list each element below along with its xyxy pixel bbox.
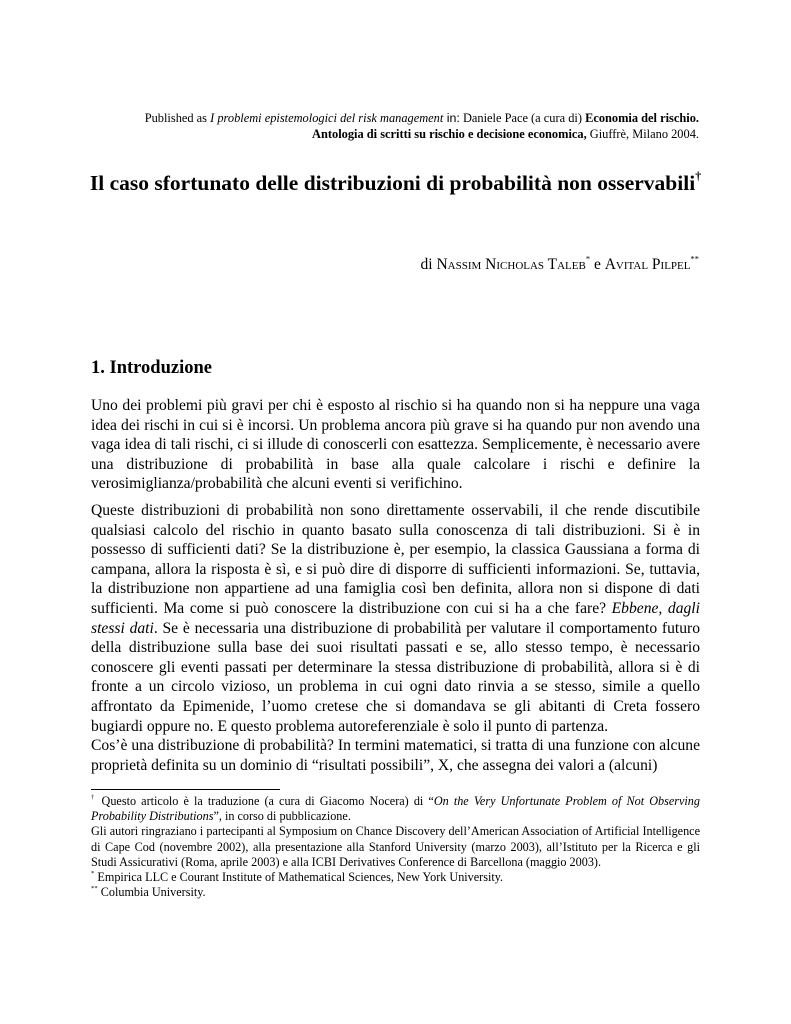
paragraph-3: Cos’è una distribuzione di probabilità? In termini matematici, si tratta di una funzione con alcune proprietà definita su un dominio di “risultati possibili”, X, che assegna dei valori a (alcuni) [91,737,700,774]
footnote-1-acknowledgements: Gli autori ringraziano i partecipanti al Symposium on Chance Discovery dell’American Association of Artificial Intelligence di Cape Cod (novembre 2002), alla presentazione alla Stanford University (marzo 2003), all’Istituto per la Ricerca e gli Studi Assicurativi (Roma, aprile 2003) e alla ICBI Derivatives Conference di Barcellona (maggio 2003). [91,824,700,869]
paper-title [60,170,731,196]
authors-di: di [420,256,437,273]
footnote-1-marker: † [91,793,97,801]
footnote-3 [91,885,700,900]
footnote-separator [91,789,280,790]
publisher: Giuffrè, Milano 2004. [586,127,699,141]
footnote-3-marker: ** [91,885,98,893]
author1-footnote-marker[interactable]: * [585,253,591,264]
paragraph-2-part-b: . Se è necessaria una distribuzione di probabilità per valutare il comportamento futuro della distribuzione sulla base dei suoi risultati passati e se, allo stesso tempo, è necessario conoscere gli eventi passati per determinare la stessa distribuzione di probabilità, allora si è di fronte a un circolo vizioso, un problema in cui ogni dato rinvia a se stesso, simile a quello affrontato da Epimenide, l’uomo cretese che si domandava se gli abitanti di Creta fossero bugiardi oppure no. E questo problema autoreferenziale è solo il punto di partenza. [91,619,700,735]
published-editor: Daniele Pace (a cura di) [459,111,586,125]
author-taleb: Nassim Nicholas Taleb [436,256,586,273]
paragraph-2-part-a: Queste distribuzioni di probabilità non sono direttamente osservabili, il che rende discutibile qualsiasi calcolo del rischio in quanto basato sulla conoscenza di tali distribuzioni. Si è in possesso di sufficienti dati? Se la distribuzione è, per esempio, la classica Gaussiana a forma di campana, allora la risposta è sì, e si può dire di disporre di sufficienti informazioni. Se, tuttavia, la distribuzione non appartiene ad una famiglia così ben definita, allora non si dispone di dati sufficienti. Ma come si può conoscere la distribuzione con cui si ha a che fare? [91,502,700,617]
paper-title-text: Il caso sfortunato delle distribuzioni di probabilità non osservabili [89,171,696,195]
published-title: I problemi epistemologici del risk management [210,111,444,125]
paragraph-2-italic: Ebbene, dagli stessi dati [91,599,700,637]
footnote-1-text-a: Questo articolo è la traduzione (a cura di Giacomo Nocera) di “ [96,794,434,808]
author2-footnote-marker[interactable]: ** [690,253,699,264]
footnote-2-text: Empirica LLC e Courant Institute of Mathematical Sciences, New York University. [94,870,504,885]
published-prefix: Published as [144,111,211,125]
footnotes [91,794,700,900]
footnote-1 [91,794,700,824]
paragraph-1: Uno dei problemi più gravi per chi è esposto al rischio si ha quando non si ha neppure una vaga idea dei rischi in cui si è incorsi. Un problema ancora più grave si ha quando pur non avendo una vaga idea di tali rischi, ci si illude di conoscerli con esattezza. Semplicemente, è necessario avere una distribuzione di probabilità in base alla quale calcolare i rischi e definire la verosimiglianza/probabilità che alcuni eventi si verifichino. [91,397,700,493]
publication-note [79,110,699,142]
title-footnote-marker[interactable]: † [695,168,702,183]
footnote-1-text-b: ”, in corso di pubblicazione. [213,809,351,824]
footnote-3-text: Columbia University. [97,885,206,900]
paragraph-2 [91,501,700,736]
section-heading: 1. Introduzione [91,358,212,378]
footnote-2-marker: * [91,869,95,877]
footnote-2 [91,870,700,885]
book-title-1: Economia del rischio. [585,111,699,125]
footnote-1-italic: On the Very Unfortunate Problem of Not Observing Probability Distributions [91,794,700,824]
author-line [99,255,699,275]
book-title-2: Antologia di scritti su rischio e decisione economica, [312,127,587,141]
published-in: in: [443,111,460,125]
author-pilpel: Avital Pilpel [604,256,691,273]
authors-conj: e [590,256,605,273]
